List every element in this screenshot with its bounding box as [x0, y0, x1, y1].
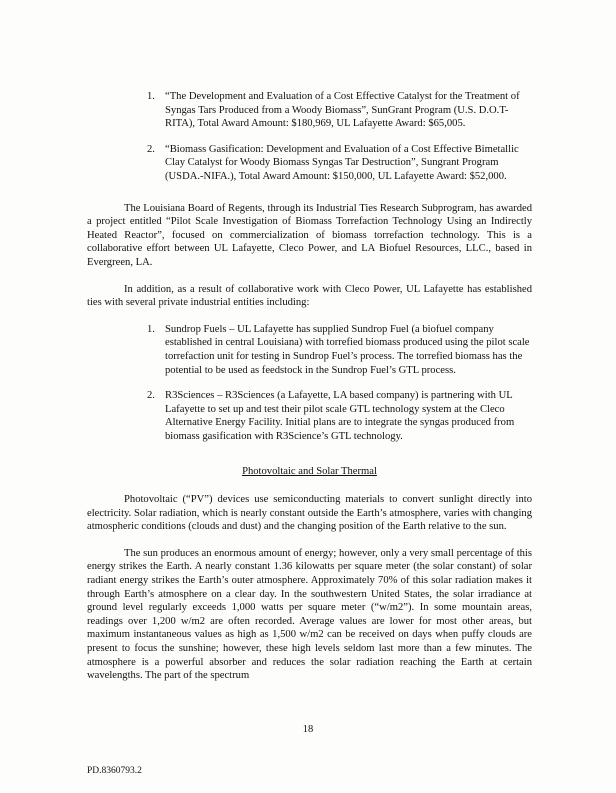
list-item-biomass-gasification [147, 143, 532, 184]
page-number: 18 [302, 724, 314, 735]
list-number: 2. [147, 143, 155, 155]
list-item-sundrop-fuels [147, 323, 532, 377]
list-item-r3sciences [147, 389, 532, 443]
list-item-sungrant-tars [147, 90, 532, 131]
list-number: 1. [147, 323, 155, 335]
list-number: 2. [147, 390, 155, 402]
page-body [87, 90, 532, 696]
list-number: 1. [147, 91, 155, 102]
list-text: “Biomass Gasification: Development and Evaluation of a Cost Effective Bimetallic Clay Catalyst for Woody Biomass Syngas Tar Destruction”, Sungrant Program (USDA.-NIFA.), Total Award Amount: $150,000, UL Lafayette Award: $52,000. [165, 143, 519, 182]
paragraph-photovoltaic: Photovoltaic (“PV”) devices use semiconducting materials to convert sunlight directly into electricity. Solar radiation, which is nearly constant outside the Earth’s atmosphere, varies with changing atmospheric conditions (clouds and dust) and the changing position of the Earth relative to the sun. [87, 494, 532, 533]
list-text: “The Development and Evaluation of a Cost Effective Catalyst for the Treatment of Syngas Tars Produced from a Woody Biomass”, SunGrant Program (U.S. D.O.T-RITA), Total Award Amount: $180,969, UL Lafayette Award: $65,005. [165, 91, 520, 130]
document-id: PD.8360793.2 [87, 766, 142, 776]
paragraph-industrial-ties: In addition, as a result of collaborative work with Cleco Power, UL Lafayette has established ties with several private industrial entities including: [87, 283, 532, 309]
list-text: Sundrop Fuels – UL Lafayette has supplied Sundrop Fuel (a biofuel company established in central Louisiana) with torrefied biomass produced using the pilot scale torrefaction unit for testing in Sundrop Fuel’s process. The torrefied biomass has the potential to be used as feedstock in the Sundrop Fuel’s GTL process. [165, 323, 530, 376]
section-heading: Photovoltaic and Solar Thermal [242, 466, 377, 478]
paragraph-board-of-regents: The Louisiana Board of Regents, through its Industrial Ties Research Subprogram, has awarded a project entitled “Pilot Scale Investigation of Biomass Torrefaction Technology Using an Indirectly Heated Reactor”, focused on commercialization of biomass torrefaction technology. This is a collaborative effort between UL Lafayette, Cleco Power, and LA Biofuel Resources, LLC., based in Evergreen, LA. [87, 202, 532, 268]
list-text: R3Sciences – R3Sciences (a Lafayette, LA based company) is partnering with UL Lafayette to set up and test their pilot scale GTL technology system at the Cleco Alternative Energy Facility. Initial plans are to integrate the syngas produced from biomass gasification with R3Science’s GTL technology. [165, 390, 515, 442]
paragraph-sun-energy: The sun produces an enormous amount of energy; however, only a very small percentage of this energy strikes the Earth. A nearly constant 1.36 kilowatts per square meter (the solar constant) of solar radiant energy strikes the Earth’s outer atmosphere. Approximately 70% of this solar radiation makes it through Earth’s atmosphere on a clear day. In the southwestern United States, the solar irradiance at ground level regularly exceeds 1,000 watts per square meter (“w/m2”). In some mountain areas, readings over 1,200 w/m2 are often recorded. Average values are lower for most other areas, but maximum instantaneous values as high as 1,500 w/m2 can be received on days when puffy clouds are present to focus the sunshine; however, these high levels seldom last more than a few minutes. The atmosphere is a powerful absorber and reduces the solar radiation reaching the Earth at certain wavelengths. The part of the spectrum [87, 547, 532, 682]
